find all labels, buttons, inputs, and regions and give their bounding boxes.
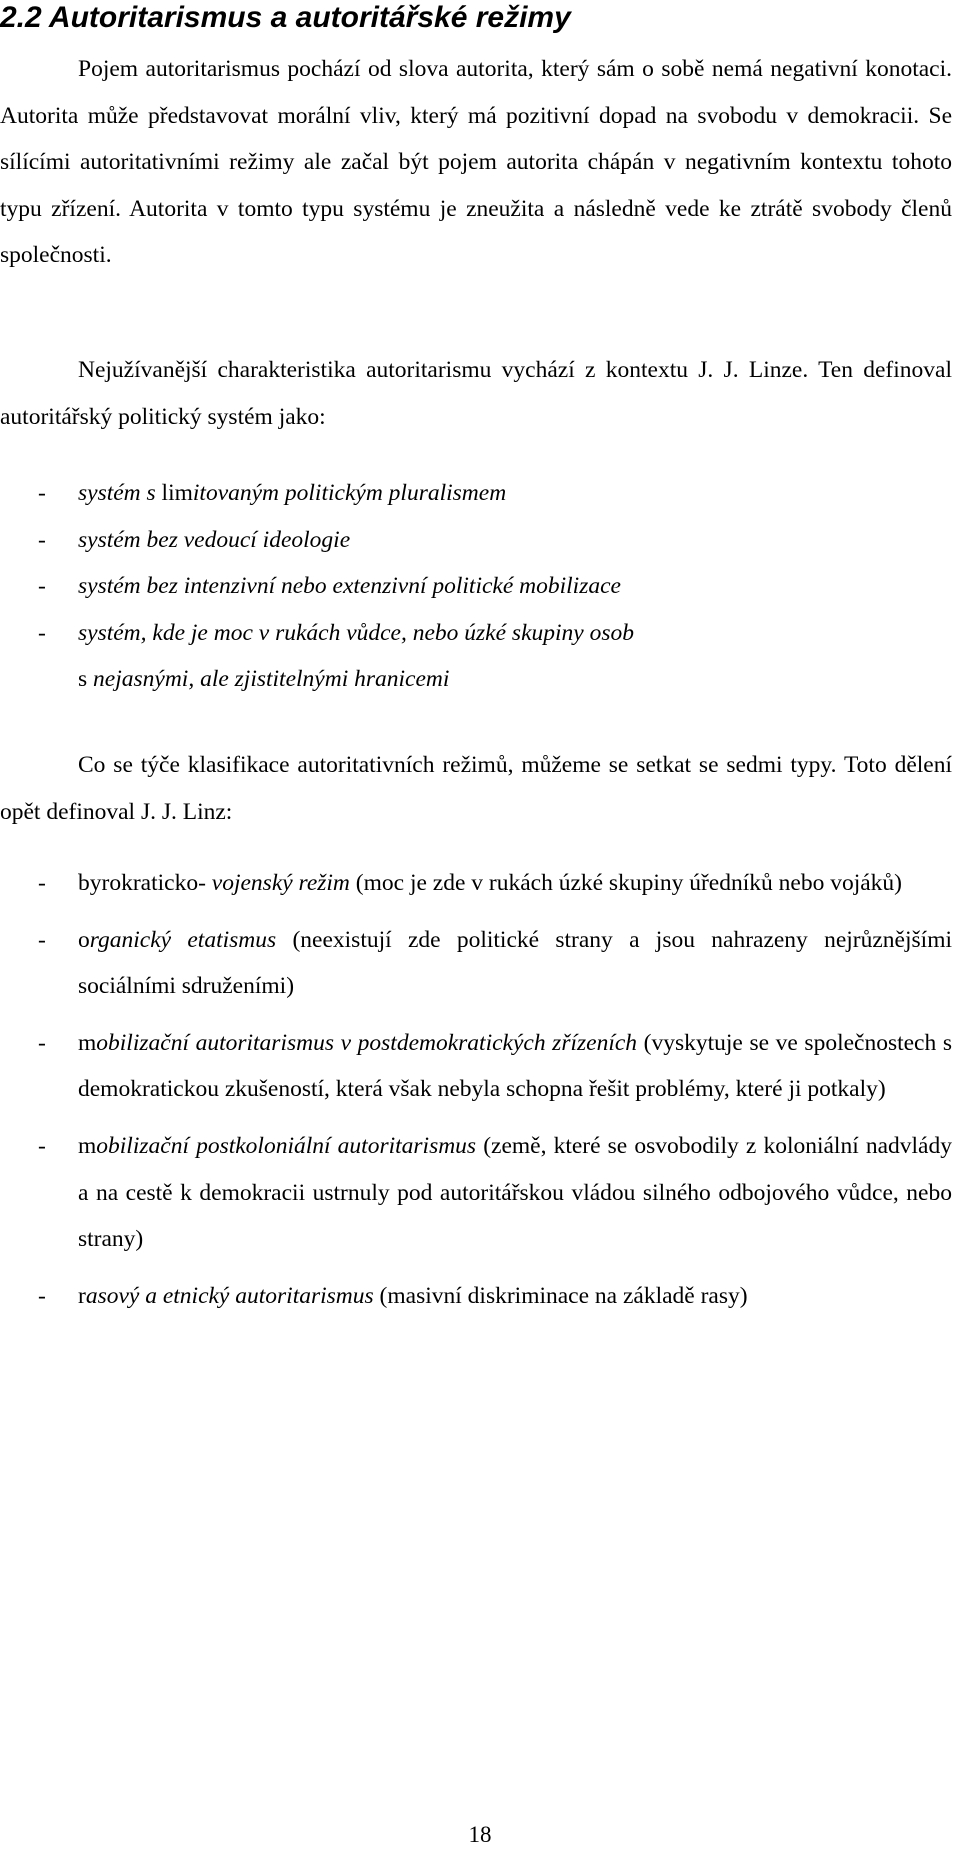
list-dash: - — [38, 926, 46, 953]
section-heading: 2.2 Autoritarismus a autoritářské režimy — [0, 1, 571, 34]
list-item-text: lim — [161, 480, 193, 506]
regime-types-list — [0, 860, 952, 1329]
list-dash: - — [38, 870, 46, 896]
list-item — [0, 860, 952, 907]
paragraph-classification-text: Co se týče klasifikace autoritativních režimů, můžeme se setkat se sedmi typy. Toto dělení opět definoval J. J. Linz: — [0, 752, 952, 825]
paragraph-classification — [0, 742, 952, 835]
list-item-lead: m — [78, 1132, 97, 1159]
list-dash: - — [38, 1029, 46, 1056]
list-item-lead: byrokraticko- — [78, 870, 212, 896]
paragraph-intro — [0, 46, 952, 279]
page-number: 18 — [468, 1822, 492, 1847]
list-item — [0, 517, 952, 564]
list-item-text: systém, kde je moc v — [78, 619, 276, 646]
paragraph-linz — [0, 347, 952, 440]
list-item-description: (vyskytuje se ve společnostech s demokratickou zkušeností, která však nebyla schopna řešit problémy, které ji potkaly) — [78, 1029, 952, 1103]
list-item-lead: m — [78, 1029, 97, 1056]
list-dash: - — [38, 526, 46, 553]
list-dash: - — [38, 1132, 46, 1159]
paragraph-intro-text: Pojem autoritarismus pochází od slova autorita, který sám o sobě nemá negativní konotaci. Autorita může představovat morální vliv, který má pozitivní dopad na svobodu v demokracii. Se sílícími autoritativními režimy ale začal být pojem autorita chápán v negativním kontextu tohoto typu zřízení. Autorita v tomto typu systému je zneužita a následně vede ke ztrátě svobody členů společnosti. — [0, 56, 952, 269]
list-item-text: systém bez intenzivní nebo extenzivní politické mobilizace — [78, 573, 621, 600]
list-item — [0, 470, 952, 517]
list-item-description: (moc je zde v rukách úzké skupiny úředníků nebo vojáků) — [349, 870, 902, 896]
list-item-text: s — [78, 666, 94, 693]
list-item-description: (neexistují zde politické strany a jsou nahrazeny nejrůznějšími sociálními sdruženími) — [78, 926, 953, 1000]
paragraph-linz-text: Nejužívanější charakteristika autoritarismu vychází z kontextu J. J. Linze. Ten definoval autoritářský politický systém jako: — [0, 357, 952, 430]
list-item-text: itovaným politickým pluralismem — [192, 480, 507, 506]
list-item-term: asový a etnický autoritarismus — [85, 1282, 374, 1309]
list-item-description: (masivní diskriminace na základě rasy) — [373, 1282, 748, 1309]
list-item-text: systém bez vedoucí ideologie — [78, 526, 351, 553]
list-dash: - — [38, 1282, 46, 1309]
list-item-text: nejasnými, ale zjistitelnými hranicemi — [93, 666, 450, 693]
list-dash: - — [38, 480, 46, 506]
list-item-term: obilizační postkoloniální autoritarismus — [96, 1132, 477, 1159]
list-item-lead: r — [78, 1282, 86, 1309]
list-item — [0, 1273, 952, 1320]
list-item — [0, 1123, 952, 1263]
list-dash: - — [38, 573, 46, 600]
list-item-text: rukách vůdce, nebo úzké skupiny osob — [275, 619, 634, 646]
list-item — [0, 610, 952, 703]
list-item-text: systém s — [78, 480, 162, 506]
list-item-term: rganický etatismus — [89, 926, 277, 953]
list-item-term: vojenský režim — [211, 870, 350, 896]
list-item — [0, 1020, 952, 1113]
list-dash: - — [38, 619, 46, 646]
list-item-description: (země, které se osvobodily z koloniální nadvlády a na cestě k demokracii ustrnuly pod autoritářskou vládou silného odbojového vůdce, nebo strany) — [78, 1132, 952, 1253]
list-item — [0, 563, 952, 610]
list-item-term: obilizační autoritarismus v postdemokratických zřízeních — [96, 1029, 638, 1056]
list-item — [0, 917, 952, 1010]
list-item-lead: o — [78, 926, 90, 953]
linz-characteristics-list — [0, 470, 952, 703]
